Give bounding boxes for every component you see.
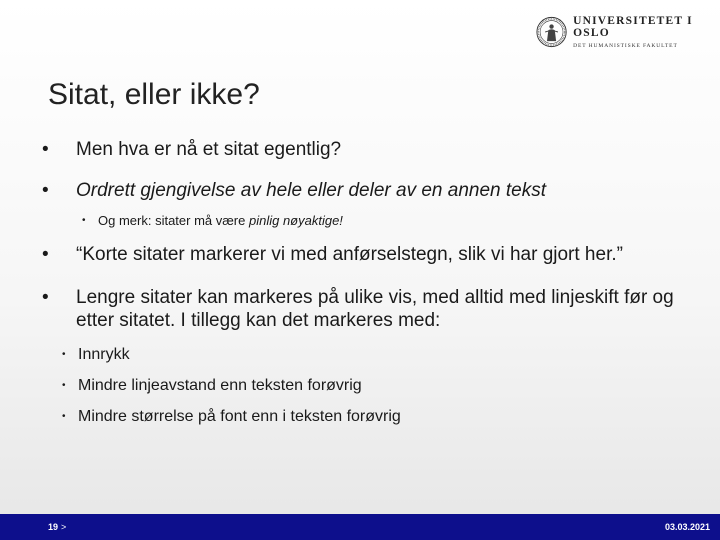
bullet-dot-icon: • <box>42 287 49 308</box>
university-seal-icon <box>536 15 567 49</box>
sub-bullet-item <box>62 408 682 425</box>
slide-title: Sitat, eller ikke? <box>48 78 260 111</box>
sub-bullet-text: Mindre størrelse på font enn i teksten forøvrig <box>78 408 401 425</box>
bullet-text: Lengre sitater kan markeres på ulike vis, med alltid med linjeskift før og etter sitatet. I tillegg kan det markeres med: <box>76 287 674 331</box>
sub-bullet-item <box>82 212 682 229</box>
sub-bullet-text: Mindre linjeavstand enn teksten forøvrig <box>78 377 362 394</box>
bullet-dot-icon: • <box>62 349 66 360</box>
bullet-text: Ordrett gjengivelse av hele eller deler av en annen tekst <box>76 180 546 201</box>
slide-date: 03.03.2021 <box>664 522 710 532</box>
bullet-text: Men hva er nå et sitat egentlig? <box>76 139 342 160</box>
bullet-item <box>42 286 682 332</box>
bullet-item <box>42 179 682 202</box>
bullet-dot-icon: • <box>62 411 66 422</box>
slide-content <box>42 138 682 425</box>
university-name: UNIVERSITETET I OSLO <box>573 15 693 39</box>
sub-bullet-item <box>62 377 682 394</box>
university-logo <box>536 15 720 49</box>
bullet-dot-icon: • <box>82 215 86 226</box>
sub-bullet-emphasis: pinlig nøyaktige! <box>248 213 343 228</box>
footer-bar <box>0 514 720 540</box>
sub-bullet-item <box>62 346 682 363</box>
bullet-item <box>42 243 682 266</box>
bullet-dot-icon: • <box>42 244 49 265</box>
faculty-name: DET HUMANISTISKE FAKULTET <box>573 43 678 49</box>
page-arrow-icon: > <box>61 522 67 532</box>
bullet-text: “Korte sitater markerer vi med anførselstegn, slik vi har gjort her.” <box>76 244 623 265</box>
bullet-dot-icon: • <box>42 139 49 160</box>
sub-bullet-text: Og merk: sitater må være <box>98 213 249 228</box>
bullet-item <box>42 138 682 161</box>
page-indicator <box>48 522 66 532</box>
page-number: 19 <box>48 522 59 532</box>
sub-bullet-text: Innrykk <box>78 346 130 363</box>
bullet-dot-icon: • <box>42 180 49 201</box>
bullet-dot-icon: • <box>62 380 66 391</box>
